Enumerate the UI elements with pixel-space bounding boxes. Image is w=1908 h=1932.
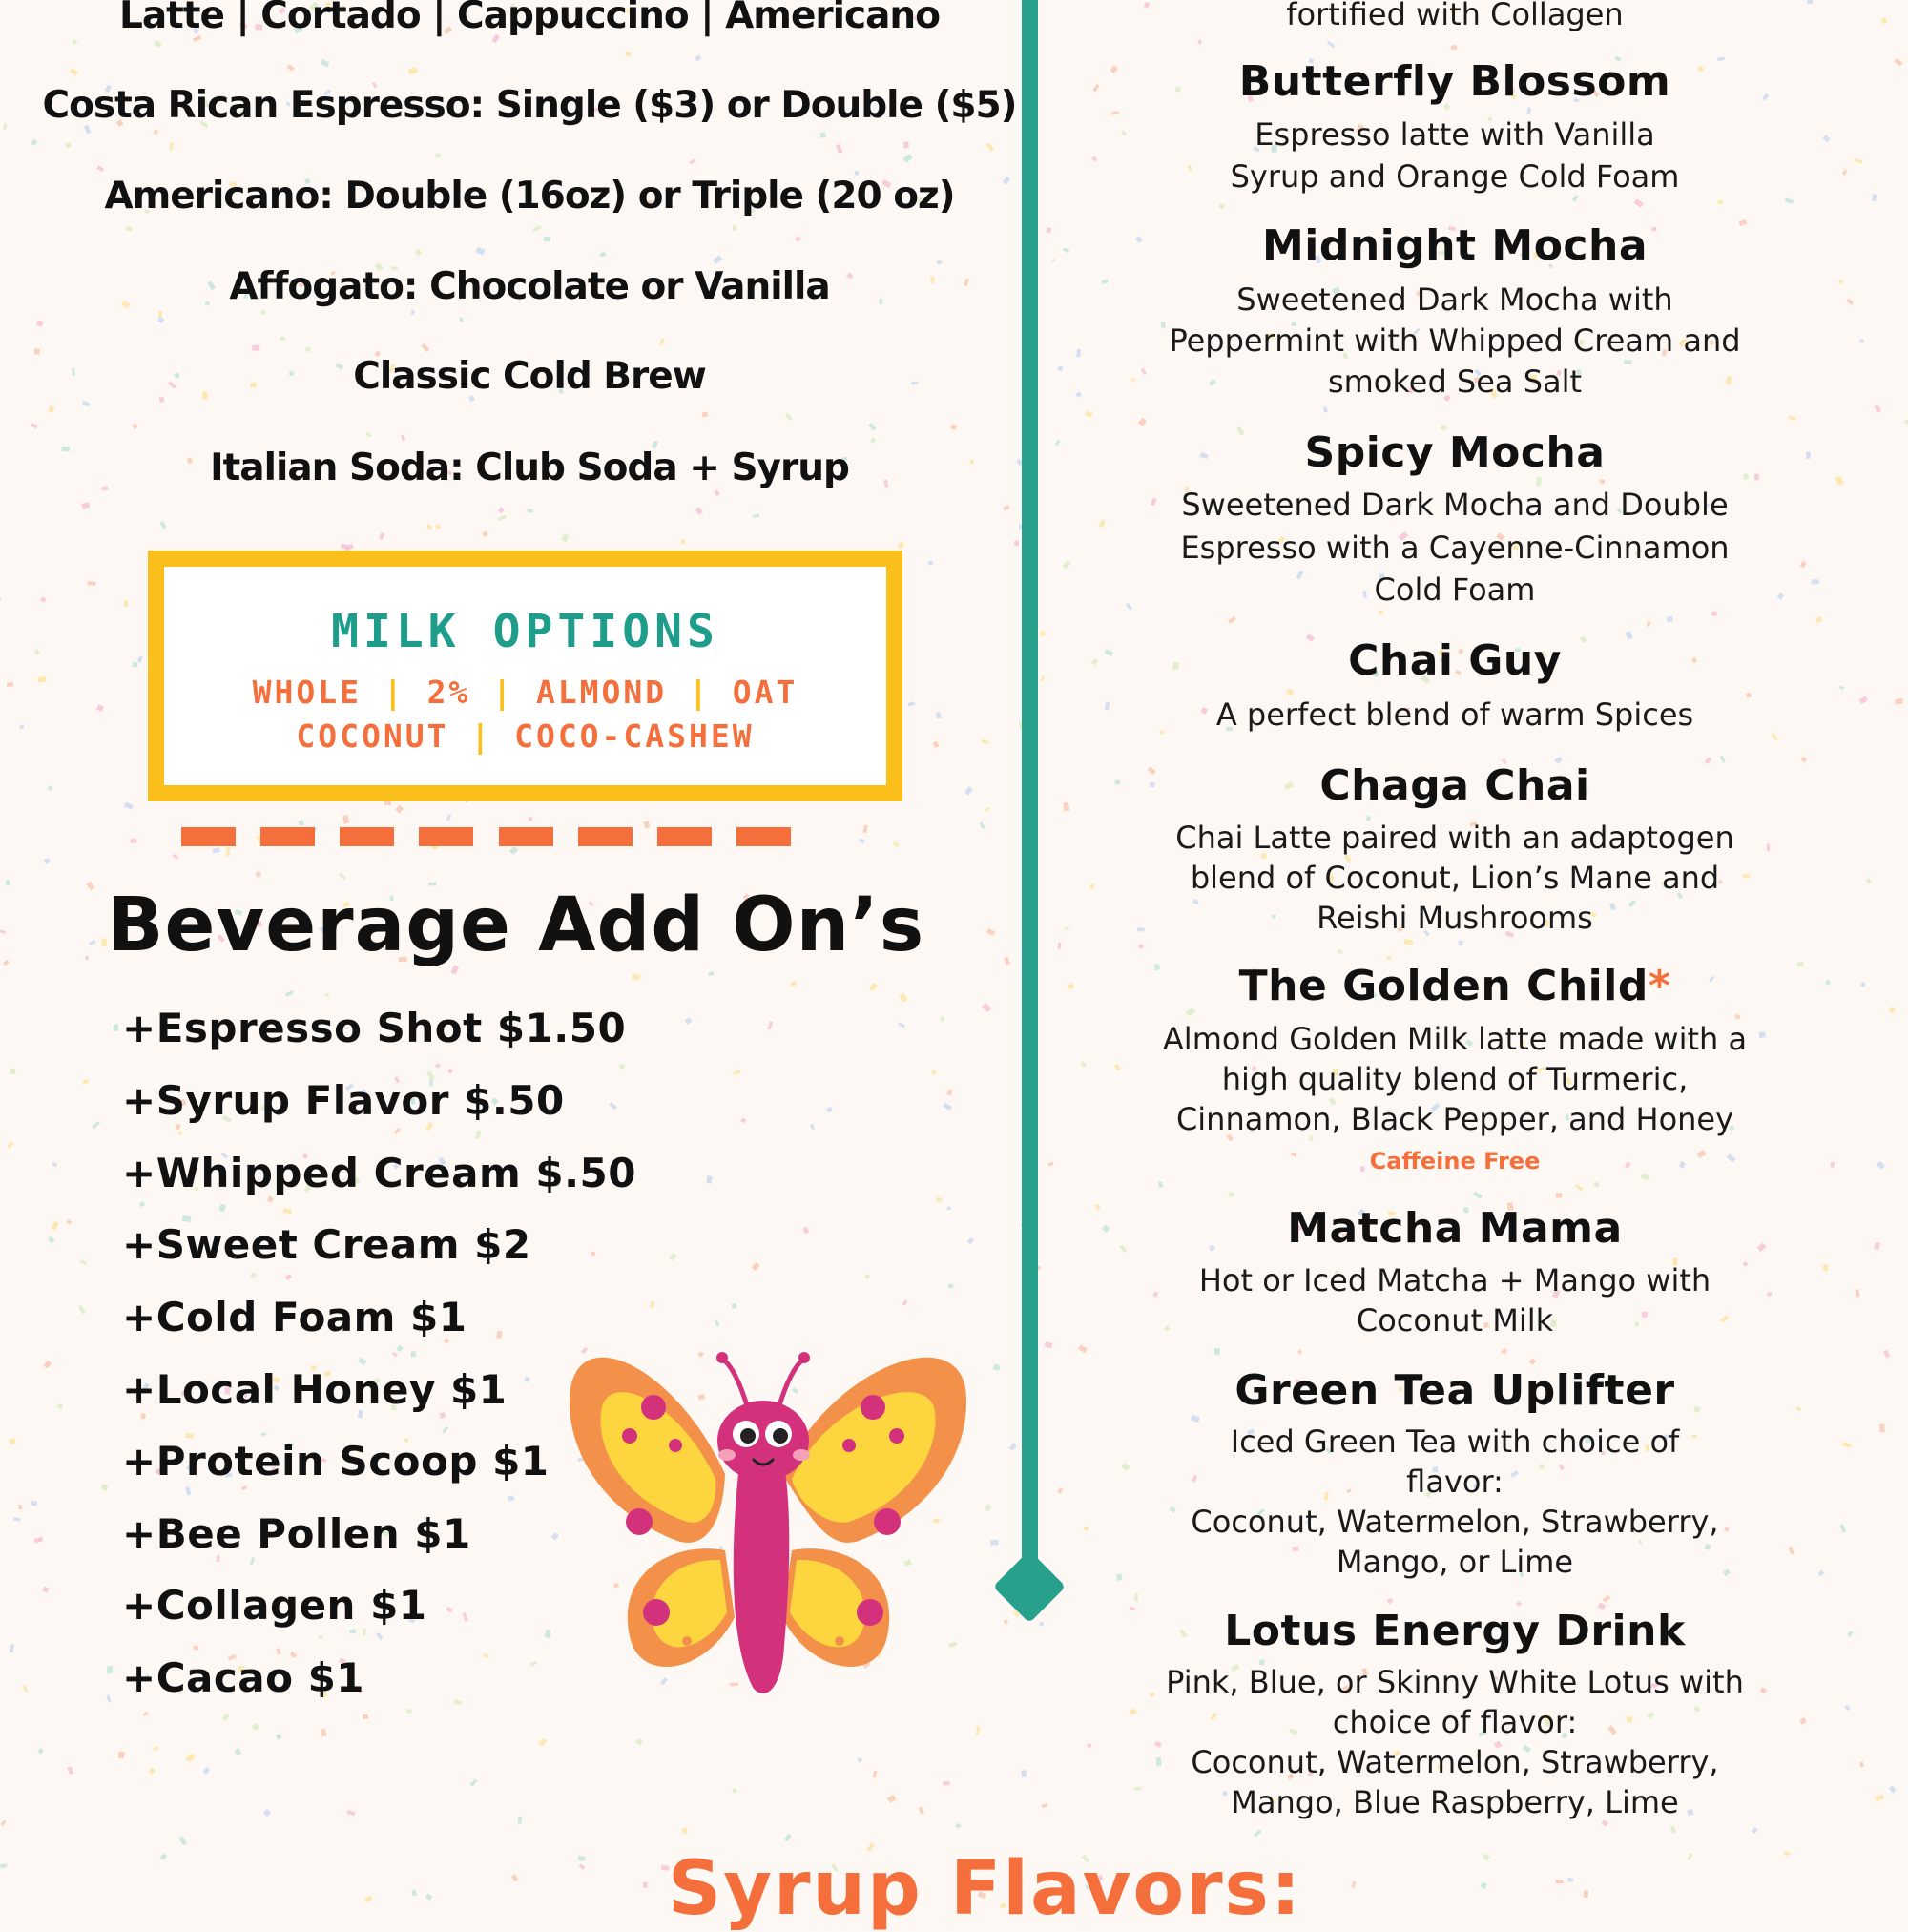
caffeine-free-note: Caffeine Free <box>1369 1148 1541 1174</box>
milk-separator: | <box>383 674 405 711</box>
drink-desc: Pink, Blue, or Skinny White Lotus with <box>1166 1664 1744 1700</box>
milk-options-line-1 <box>164 674 886 711</box>
dash-segment <box>340 827 394 846</box>
addon-item: +Espresso Shot $1.50 <box>122 1005 627 1051</box>
drink-name: Chai Guy <box>1348 636 1562 685</box>
milk-option: ALMOND <box>535 674 668 711</box>
milk-separator: | <box>470 717 493 755</box>
coffee-line: Costa Rican Espresso: Single ($3) or Double ($5) <box>42 84 1017 127</box>
milk-options-title: MILK OPTIONS <box>331 605 719 658</box>
coffee-line: Classic Cold Brew <box>353 355 706 398</box>
drink-name: Midnight Mocha <box>1261 221 1649 270</box>
drink-desc: A perfect blend of warm Spices <box>1215 696 1694 733</box>
drink-desc: Cinnamon, Black Pepper, and Honey <box>1175 1101 1734 1137</box>
drink-desc: Mango, Blue Raspberry, Lime <box>1231 1784 1679 1820</box>
dash-segment <box>181 827 236 846</box>
drink-name-text: The Golden Child <box>1238 962 1649 1010</box>
drink-desc: Cold Foam <box>1374 571 1536 608</box>
drink-name: Matcha Mama <box>1287 1204 1623 1253</box>
milk-option: 2% <box>426 674 471 711</box>
addons-heading: Beverage Add On’s <box>107 883 925 968</box>
drink-desc: Espresso with a Cayenne-Cinnamon <box>1180 530 1730 566</box>
drink-name: Butterfly Blossom <box>1238 57 1671 106</box>
drink-desc: Chai Latte paired with an adaptogen <box>1175 820 1734 856</box>
drink-desc: Hot or Iced Matcha + Mango with <box>1198 1262 1711 1298</box>
addon-item: +Cacao $1 <box>122 1654 365 1701</box>
caffeine-free-marker: * <box>1648 962 1671 1010</box>
addon-item: +Cold Foam $1 <box>122 1294 467 1340</box>
drink-name: Chaga Chai <box>1319 761 1590 810</box>
addon-item: +Protein Scoop $1 <box>122 1438 550 1485</box>
drink-desc: smoked Sea Salt <box>1327 364 1583 400</box>
butterfly-illustration <box>563 1331 973 1703</box>
divider-diamond-icon <box>993 1550 1066 1623</box>
milk-separator: | <box>689 674 711 711</box>
drink-name <box>1121 962 1789 1010</box>
dash-segment <box>499 827 553 846</box>
addon-item: +Collagen $1 <box>122 1582 427 1629</box>
dash-segment <box>736 827 791 846</box>
drink-desc: flavor: <box>1406 1464 1504 1500</box>
coffee-line: Italian Soda: Club Soda + Syrup <box>210 447 849 489</box>
drink-desc: Coconut Milk <box>1356 1302 1554 1339</box>
milk-options-line-2 <box>164 717 886 755</box>
drink-desc: blend of Coconut, Lion’s Mane and <box>1190 860 1720 896</box>
drink-name: Green Tea Uplifter <box>1234 1366 1675 1415</box>
drink-desc: high quality blend of Turmeric, <box>1221 1061 1689 1097</box>
addon-item: +Whipped Cream $.50 <box>122 1150 636 1196</box>
dash-segment <box>419 827 473 846</box>
drink-desc: Almond Golden Milk latte made with a <box>1162 1021 1748 1057</box>
coffee-line: Affogato: Chocolate or Vanilla <box>229 265 830 308</box>
dash-segment <box>657 827 712 846</box>
milk-option: OAT <box>732 674 798 711</box>
coffee-line: Latte | Cortado | Cappuccino | Americano <box>119 0 940 37</box>
syrup-flavors-heading: Syrup Flavors: <box>668 1846 1303 1932</box>
milk-option: COCO-CASHEW <box>514 717 755 755</box>
drink-desc: Sweetened Dark Mocha and Double <box>1181 487 1729 523</box>
drink-desc: Peppermint with Whipped Cream and <box>1169 322 1741 359</box>
addon-item: +Sweet Cream $2 <box>122 1221 531 1268</box>
drink-desc: Espresso latte with Vanilla <box>1255 116 1655 153</box>
drink-desc: Coconut, Watermelon, Strawberry, <box>1191 1504 1719 1540</box>
coffee-line: Americano: Double (16oz) or Triple (20 oz) <box>104 175 955 218</box>
addon-item: +Syrup Flavor $.50 <box>122 1077 565 1124</box>
drink-name: Spicy Mocha <box>1304 428 1606 477</box>
drink-desc: Iced Green Tea with choice of <box>1230 1423 1680 1460</box>
drink-desc-fragment: fortified with Collagen <box>1286 0 1624 32</box>
milk-options-box <box>148 551 902 801</box>
drink-desc: Sweetened Dark Mocha with <box>1236 281 1673 318</box>
drink-desc: choice of flavor: <box>1332 1704 1578 1740</box>
milk-separator: | <box>492 674 515 711</box>
milk-option: COCONUT <box>296 717 449 755</box>
column-divider <box>1022 0 1038 1574</box>
milk-option: WHOLE <box>252 674 362 711</box>
drink-desc: Coconut, Watermelon, Strawberry, <box>1191 1744 1719 1780</box>
drink-desc: Mango, or Lime <box>1336 1544 1574 1580</box>
addon-item: +Local Honey $1 <box>122 1366 508 1413</box>
drink-desc: Syrup and Orange Cold Foam <box>1230 158 1680 195</box>
addon-item: +Bee Pollen $1 <box>122 1510 471 1557</box>
dash-segment <box>578 827 633 846</box>
drink-desc: Reishi Mushrooms <box>1317 900 1593 936</box>
dash-segment <box>260 827 315 846</box>
drink-name: Lotus Energy Drink <box>1224 1607 1686 1655</box>
